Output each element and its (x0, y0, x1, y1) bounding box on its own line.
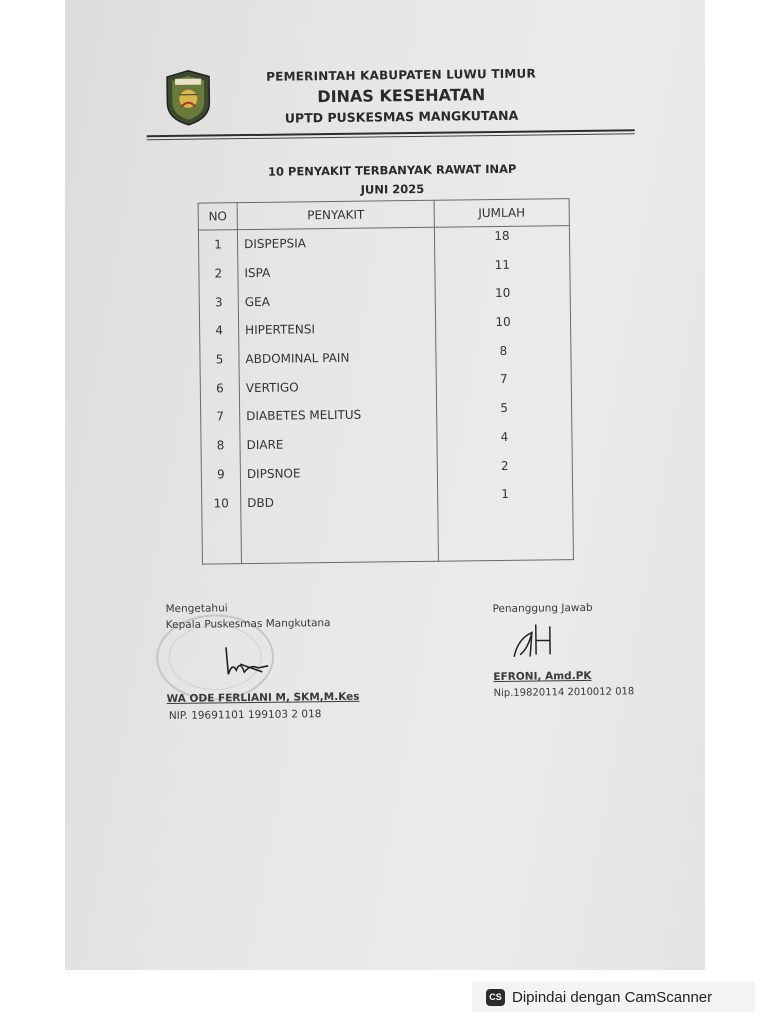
row-count: 5 (436, 398, 571, 428)
column-header-penyakit: PENYAKIT (237, 200, 434, 229)
table-row (199, 312, 570, 345)
empty-cell (438, 513, 574, 561)
table-empty-row (202, 513, 574, 564)
table-row (199, 283, 570, 316)
row-disease: DIPSNOE (240, 457, 437, 488)
camscanner-logo-icon: CS (486, 989, 505, 1006)
empty-cell (202, 517, 242, 564)
table-row (199, 255, 570, 288)
row-disease: VERTIGO (239, 371, 436, 402)
table-row (200, 370, 571, 403)
report-period: JUNI 2025 (360, 181, 425, 197)
row-count: 4 (437, 427, 572, 457)
row-count: 10 (435, 312, 570, 342)
report-title: 10 PENYAKIT TERBANYAK RAWAT INAP (267, 161, 517, 179)
camscanner-watermark (472, 982, 755, 1012)
row-no: 9 (201, 460, 240, 489)
government-name: PEMERINTAH KABUPATEN LUWU TIMUR (266, 66, 536, 84)
table-row (200, 341, 571, 374)
camscanner-label: Dipindai dengan CamScanner (512, 988, 713, 1006)
row-disease: DISPEPSIA (237, 227, 434, 259)
head-title-label: Kepala Puskesmas Mangkutana (165, 617, 331, 632)
row-no: 2 (199, 259, 238, 288)
table-row (201, 427, 572, 460)
responsible-nip: Nip.19820114 2010012 018 (493, 686, 635, 700)
row-no: 10 (202, 488, 241, 517)
row-count: 1 (438, 484, 573, 514)
disease-table (198, 198, 574, 564)
row-no: 8 (201, 431, 240, 460)
head-nip: NIP. 19691101 199103 2 018 (168, 708, 322, 723)
responsible-signature-icon (506, 618, 567, 664)
scanned-paper (65, 0, 705, 970)
table-row (198, 226, 569, 260)
column-header-no: NO (198, 203, 237, 230)
agency-name: DINAS KESEHATAN (317, 85, 486, 107)
row-disease: HIPERTENSI (238, 314, 435, 345)
table-row (201, 398, 572, 431)
row-count: 8 (436, 341, 571, 371)
document-content (65, 0, 705, 970)
table-row (202, 484, 573, 517)
row-no: 1 (198, 230, 237, 260)
row-no: 5 (200, 345, 239, 374)
row-count: 2 (437, 456, 572, 486)
row-disease: ISPA (238, 256, 435, 287)
row-disease: ABDOMINAL PAIN (239, 342, 436, 373)
row-no: 7 (201, 402, 240, 431)
head-signature-icon (218, 642, 278, 683)
row-disease: DBD (241, 486, 438, 517)
row-no: 6 (200, 374, 239, 403)
row-count: 11 (435, 255, 570, 285)
row-count: 7 (436, 370, 571, 400)
acknowledged-label: Mengetahui (165, 602, 228, 616)
row-count: 10 (435, 283, 570, 313)
table-row (201, 456, 572, 489)
row-no: 4 (199, 316, 238, 345)
responsible-label: Penanggung Jawab (492, 601, 593, 616)
row-no: 3 (199, 288, 238, 317)
column-header-jumlah: JUMLAH (434, 199, 569, 228)
head-name: WA ODE FERLIANI M, SKM,M.Kes (166, 690, 360, 706)
facility-name: UPTD PUSKESMAS MANGKUTANA (284, 107, 519, 126)
row-disease: DIABETES MELITUS (240, 400, 437, 431)
empty-cell (241, 515, 439, 564)
row-disease: GEA (238, 285, 435, 316)
row-count: 18 (434, 226, 569, 257)
row-disease: DIARE (240, 429, 437, 460)
responsible-name: EFRONI, Amd.PK (493, 669, 592, 684)
